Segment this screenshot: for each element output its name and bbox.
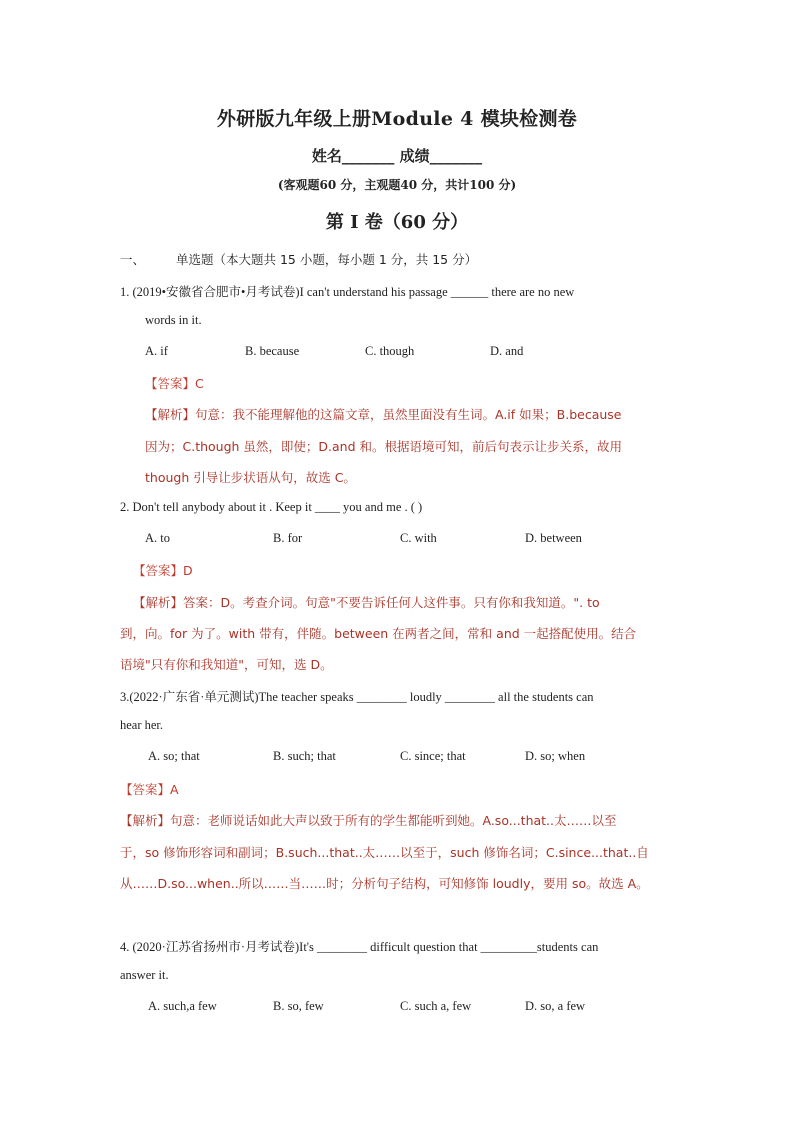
- question-3-stem-cont: hear her.: [120, 718, 164, 732]
- q3-option-c: C. since; that: [400, 749, 466, 763]
- question-2-stem: 2. Don't tell anybody about it . Keep it ____ you and me . ( ): [120, 500, 423, 514]
- q1-answer: 【答案】C: [145, 376, 204, 391]
- q3-option-d: D. so; when: [525, 749, 586, 763]
- q2-option-a: A. to: [145, 531, 170, 545]
- q2-option-b: B. for: [273, 531, 303, 545]
- q3-explanation-3: 从……D.so...when..所以……当……时；分析句子结构，可知修饰 loudly，要用 so。故选 A。: [120, 876, 649, 891]
- question-1-stem-cont: words in it.: [145, 313, 202, 327]
- q2-explanation-3: 语境"只有你和我知道"，可知，选 D。: [120, 657, 333, 672]
- q3-explanation-2: 于，so 修饰形容词和副词；B.such...that..太……以至于，such 修饰名词；C.since...that..自: [120, 845, 649, 860]
- question-1-stem: 1. (2019•安徽省合肥市•月考试卷)I can't understand his passage ______ there are no new: [120, 285, 575, 299]
- q3-explanation-1: 【解析】句意：老师说话如此大声以致于所有的学生都能听到她。A.so...that..太……以至: [120, 813, 617, 828]
- part-title: 第 I 卷（60 分）: [325, 212, 469, 233]
- name-score-field: 姓名_______ 成绩_______: [311, 147, 483, 165]
- page-title: 外研版九年级上册Module 4 模块检测卷: [216, 108, 578, 130]
- q3-answer: 【答案】A: [120, 782, 179, 797]
- q2-answer: 【答案】D: [133, 563, 193, 578]
- q4-option-a: A. such,a few: [148, 999, 217, 1013]
- section-number: 一、: [120, 252, 146, 267]
- q3-option-a: A. so; that: [148, 749, 200, 763]
- q4-option-d: D. so, a few: [525, 999, 586, 1013]
- q4-option-b: B. so, few: [273, 999, 324, 1013]
- q1-explanation-1: 【解析】句意：我不能理解他的这篇文章，虽然里面没有生词。A.if 如果；B.because: [145, 407, 622, 422]
- q2-explanation-1: 【解析】答案：D。考查介词。句意"不要告诉任何人这件事。只有你和我知道。". to: [133, 595, 600, 610]
- q1-option-a: A. if: [145, 344, 168, 358]
- q1-option-c: C. though: [365, 344, 415, 358]
- question-4-stem: 4. (2020·江苏省扬州市·月考试卷)It's ________ difficult question that _________students can: [120, 940, 599, 954]
- q1-explanation-2: 因为；C.though 虽然，即使；D.and 和。根据语境可知，前后句表示让步关系，故用: [145, 439, 623, 454]
- q3-option-b: B. such; that: [273, 749, 336, 763]
- q2-explanation-2: 到，向。for 为了。with 带有，伴随。between 在两者之间，常和 and 一起搭配使用。结合: [120, 626, 637, 641]
- q1-option-b: B. because: [245, 344, 300, 358]
- score-note: (客观题60 分，主观题40 分，共计100 分): [277, 178, 517, 192]
- q2-option-c: C. with: [400, 531, 437, 545]
- question-3-stem: 3.(2022·广东省·单元测试)The teacher speaks ________ loudly ________ all the students can: [120, 690, 594, 704]
- q4-option-c: C. such a, few: [400, 999, 472, 1013]
- question-4-stem-cont: answer it.: [120, 968, 169, 982]
- q2-option-d: D. between: [525, 531, 582, 545]
- q1-explanation-3: though 引导让步状语从句，故选 C。: [145, 470, 356, 485]
- q1-option-d: D. and: [490, 344, 524, 358]
- section-heading: 单选题（本大题共 15 小题，每小题 1 分，共 15 分）: [176, 252, 478, 267]
